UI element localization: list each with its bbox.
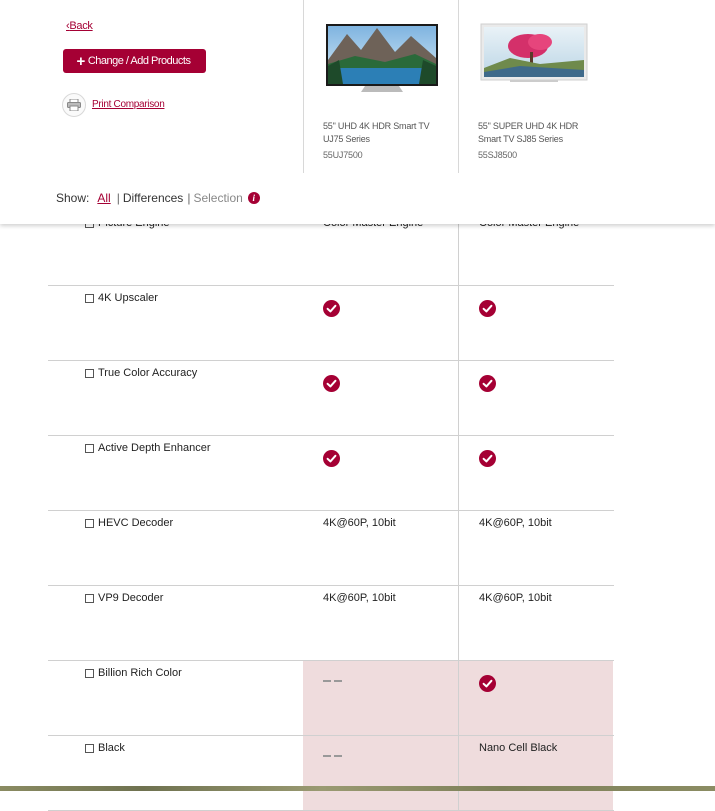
spec-value: 4K@60P, 10bit [479,592,552,604]
product-1-cell [303,661,458,735]
product-column-2 [478,20,628,160]
spec-value: 4K@60P, 10bit [323,592,396,604]
checkmark-icon [323,300,340,322]
show-label: Show: [56,191,90,205]
product-model: 55SJ8500 [478,150,517,160]
table-row [48,511,614,586]
background-image-strip [0,786,715,791]
change-add-products-button[interactable] [63,49,206,73]
product-1-cell [303,511,458,585]
feature-name: True Color Accuracy [98,367,198,379]
feature-label [85,592,163,604]
not-available-dash-icon [323,755,342,757]
feature-checkbox[interactable] [85,294,94,303]
checkmark-icon [323,375,340,397]
feature-checkbox[interactable] [85,519,94,528]
print-comparison-link[interactable]: Print Comparison [92,99,165,110]
feature-name: Active Depth Enhancer [98,442,211,454]
checkmark-icon [323,450,340,472]
feature-name: Black [98,742,125,754]
product-2-cell [458,286,613,360]
product-name [323,120,453,146]
product-2-cell [458,436,613,510]
feature-name: 4K Upscaler [98,292,158,304]
feature-label [85,517,173,529]
table-row [48,661,614,736]
product-2-cell [458,511,613,585]
back-label: Back [69,20,93,32]
show-selection-filter[interactable]: Selection [193,191,243,205]
table-row [48,361,614,436]
show-all-filter[interactable]: All [97,191,111,205]
feature-name: HEVC Decoder [98,517,174,529]
feature-checkbox[interactable] [85,594,94,603]
table-row [48,736,614,811]
feature-checkbox[interactable] [85,669,94,678]
change-button-label: Change / Add Products [87,55,191,67]
feature-checkbox[interactable] [85,744,94,753]
product-name-line2: UJ75 Series [323,134,370,144]
product-name [478,120,608,146]
product-2-cell [458,736,613,810]
checkmark-icon [479,450,496,472]
product-1-cell [303,586,458,660]
feature-checkbox[interactable] [85,444,94,453]
printer-icon[interactable] [62,93,86,117]
plus-icon: + [76,52,85,70]
product-name-line2: Smart TV SJ85 Series [478,134,563,144]
comparison-table [48,224,614,791]
tv-pink-tree-thumbnail[interactable] [480,20,588,90]
product-name-line1: 55" SUPER UHD 4K HDR [478,121,579,131]
info-icon[interactable]: i [248,192,260,204]
table-row [48,586,614,661]
feature-label [85,367,197,379]
product-model: 55UJ7500 [323,150,363,160]
checkmark-icon [479,675,496,697]
feature-label [85,667,182,679]
not-available-dash-icon [323,680,342,682]
product-1-cell [303,736,458,810]
table-row [48,286,614,361]
feature-label [85,292,158,304]
feature-label [85,742,125,754]
back-link[interactable]: ‹Back [66,20,93,32]
feature-name: VP9 Decoder [98,592,164,604]
product-2-cell [458,586,613,660]
product-name-line1: 55" UHD 4K HDR Smart TV [323,121,430,131]
column-divider [303,0,304,173]
product-2-cell [458,361,613,435]
tv-mountain-lake-thumbnail[interactable] [325,20,439,96]
product-2-cell [458,661,613,735]
checkmark-icon [479,300,496,322]
spec-value: Nano Cell Black [479,742,558,754]
compare-header [0,0,715,224]
product-column-1 [323,20,473,160]
checkmark-icon [479,375,496,397]
filter-separator: | [116,191,120,205]
show-filter-bar [56,191,260,205]
feature-name: Billion Rich Color [98,667,182,679]
table-row [48,436,614,511]
product-1-cell [303,436,458,510]
feature-checkbox[interactable] [85,369,94,378]
show-differences-filter[interactable]: Differences [122,191,184,205]
product-1-cell [303,286,458,360]
spec-value: 4K@60P, 10bit [323,517,396,529]
feature-label [85,442,211,454]
filter-separator: | [187,191,191,205]
spec-value: 4K@60P, 10bit [479,517,552,529]
product-1-cell [303,361,458,435]
